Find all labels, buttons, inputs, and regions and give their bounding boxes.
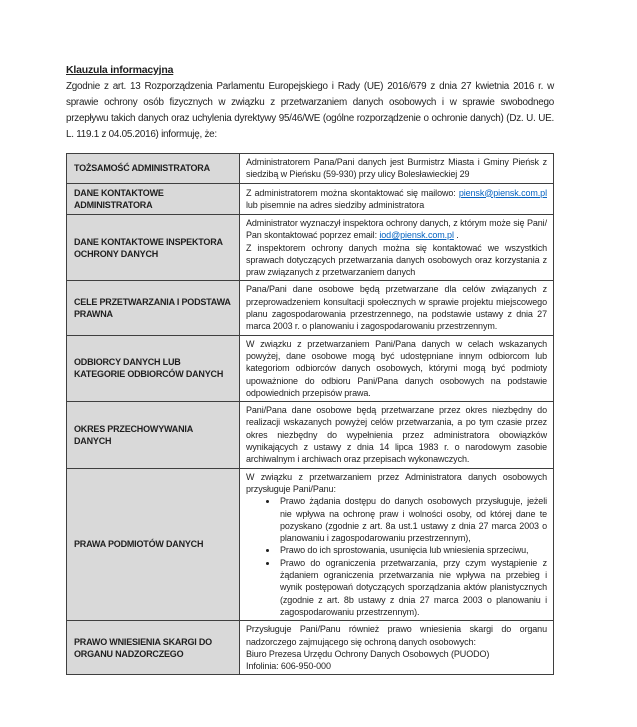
row-label: OKRES PRZECHOWYWANIA DANYCH — [67, 402, 240, 468]
intro-paragraph: Zgodnie z art. 13 Rozporządzenia Parlamentu Europejskiego i Rady (UE) 2016/679 z dnia 27 kwietnia 2016 r. w sprawie ochrony osób fizycznych w związku z przetwarzaniem danych osobowych i w sprawie swobodnego przepływu takich danych oraz uchylenia dyrektywy 95/46/WE (ogólne rozporządzenie o ochronie danych) (Dz. U. UE. L. 119.1 z 04.05.2016) informuję, że: — [66, 81, 554, 140]
cell-paragraph: Pani/Pana dane osobowe będą przetwarzane przez okres niezbędny do realizacji wskazanych powyżej celów przetwarzania, a po tym czasie przez okres niezbędny do wypełnienia przez administratora obowiązków wynikających z ustawy z dnia 14 lipca 1983 r. o narodowym zasobie archiwalnym i archiwach oraz przepisach wykonawczych. — [246, 405, 547, 465]
row-value — [240, 335, 554, 401]
information-table — [66, 153, 554, 675]
row-label: ODBIORCY DANYCH LUB KATEGORIE ODBIORCÓW DANYCH — [67, 335, 240, 401]
row-value — [240, 281, 554, 335]
cell-paragraph: Administratorem Pana/Pani danych jest Burmistrz Miasta i Gminy Pieńsk z siedzibą w Pieńsku (59-930) przy ulicy Bolesławieckiej 29 — [246, 157, 547, 180]
row-value — [240, 183, 554, 214]
document-page — [66, 64, 554, 675]
row-value — [240, 154, 554, 184]
table-row — [67, 281, 554, 335]
table-row — [67, 335, 554, 401]
cell-paragraph: W związku z przetwarzaniem Pani/Pana danych w celach wskazanych powyżej, dane osobowe mogą być udostępniane innym odbiorcom lub kategoriom odbiorców danych osobowych, którymi mogą być podmioty upoważnione do odbioru Pani/Pana danych osobowych na podstawie odpowiednich przepisów prawa. — [246, 338, 547, 398]
cell-paragraph: Z administratorem można skontaktować się mailowo: piensk@piensk.com.pl lub pisemnie na adres siedziby administratora — [246, 187, 547, 210]
row-label: DANE KONTAKTOWE ADMINISTRATORA — [67, 183, 240, 214]
cell-paragraph: Biuro Prezesa Urzędu Ochrony Danych Osobowych (PUODO) — [246, 648, 490, 659]
row-label: DANE KONTAKTOWE INSPEKTORA OCHRONY DANYCH — [67, 215, 240, 281]
email-link[interactable]: iod@piensk.com.pl — [379, 230, 454, 241]
document-title: Klauzula informacyjna — [66, 64, 174, 76]
row-label: TOŻSAMOŚĆ ADMINISTRATORA — [67, 154, 240, 184]
cell-paragraph: Przysługuje Pani/Panu również prawo wniesienia skargi do organu nadzorczego zajmującego się ochroną danych osobowych: — [246, 624, 547, 647]
email-link[interactable]: piensk@piensk.com.pl — [458, 187, 547, 198]
row-value — [240, 402, 554, 468]
table-row — [67, 621, 554, 675]
cell-paragraph: W związku z przetwarzaniem przez Administratora danych osobowych przysługuje Pani/Panu: — [246, 471, 547, 494]
table-row — [67, 215, 554, 281]
table-row — [67, 402, 554, 468]
cell-paragraph: Z inspektorem ochrony danych można się kontaktować we wszystkich sprawach dotyczących przetwarzania danych osobowych oraz korzystania z praw związanych z przetwarzaniem danych — [246, 242, 547, 278]
rights-list-item: • Prawo żądania dostępu do danych osobowych przysługuje, jeżeli nie wpływa na ochronę praw i wolności osoby, od której dane te pozyskano (zgodnie z art. 8a ust.1 ustawy z dnia 27 marca 2003 o planowaniu i zagospodarowaniu przestrzennym), — [278, 495, 547, 544]
rights-list-item: • Prawo do ich sprostowania, usunięcia lub wniesienia sprzeciwu, — [278, 544, 547, 556]
table-row — [67, 154, 554, 184]
row-value — [240, 621, 554, 675]
cell-paragraph: Pana/Pani dane osobowe będą przetwarzane dla celów związanych z przeprowadzeniem konsultacji społecznych w sprawie projektu miejscowego planu zagospodarowania przestrzennego, na podstawie ustawy z dnia 27 marca 2003 r. o planowaniu i zagospodarowaniu przestrzennym. — [246, 284, 547, 332]
row-value — [240, 215, 554, 281]
table-row — [67, 183, 554, 214]
row-label: PRAWO WNIESIENIA SKARGI DO ORGANU NADZORCZEGO — [67, 621, 240, 675]
row-label: CELE PRZETWARZANIA I PODSTAWA PRAWNA — [67, 281, 240, 335]
cell-paragraph: Administrator wyznaczył inspektora ochrony danych, z którym może się Pani/ Pan skontaktować poprzez email: iod@piensk.com.pl . — [246, 218, 547, 241]
table-row — [67, 468, 554, 621]
cell-paragraph: Infolinia: 606-950-000 — [246, 661, 331, 672]
row-label: PRAWA PODMIOTÓW DANYCH — [67, 468, 240, 621]
rights-list-item: • Prawo do ograniczenia przetwarzania, przy czym wystąpienie z żądaniem ograniczenia przetwarzania nie wpływa na przebieg i wynik postępowań dotyczących sporządzania aktów planistycznych (zgodnie z art. 8b ustawy z dnia 27 marca 2003 o planowaniu i zagospodarowaniu przestrzennym). — [278, 557, 547, 618]
rights-list — [246, 495, 547, 618]
row-value — [240, 468, 554, 621]
